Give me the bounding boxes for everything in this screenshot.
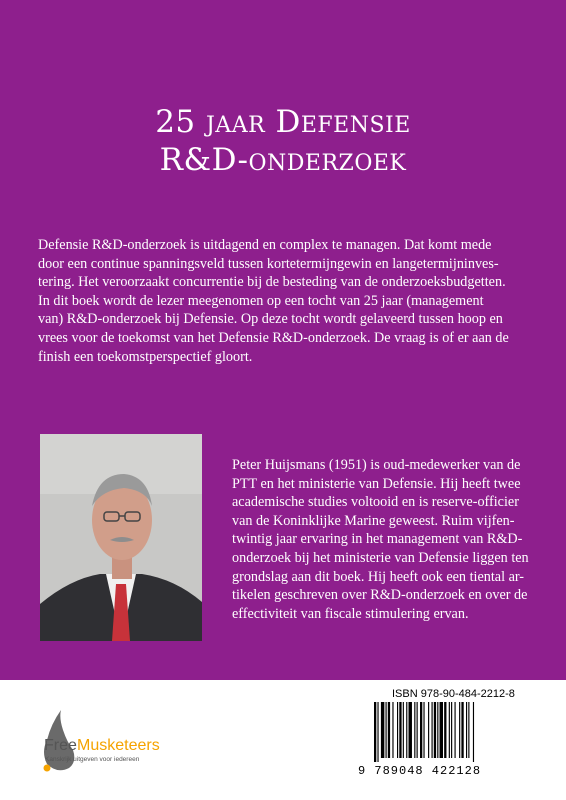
barcode-bar [473, 702, 474, 762]
barcode-bar [434, 702, 436, 758]
bio-line: twintig jaar ervaring in het management van R&D- [232, 531, 523, 548]
bio-line: van de Koninklijke Marine geweest. Ruim vijfen- [232, 512, 515, 529]
isbn-label: ISBN 978-90-484-2212-8 [392, 688, 515, 700]
barcode-bar [466, 702, 467, 758]
barcode-bar [468, 702, 469, 758]
title-line-1: 25 jaar Defensie [155, 104, 411, 140]
barcode-bar [455, 702, 456, 758]
publisher-name-free: Free [44, 737, 77, 754]
intro-line: Defensie R&D-onderzoek is uitdagend en complex te managen. Dat komt mede [38, 237, 492, 253]
barcode-bar [414, 702, 415, 758]
bio-line: tikelen geschreven over R&D-onderzoek en over de [232, 587, 528, 604]
bio-line: grondslag aan dit boek. Hij heeft ook een tiental ar- [232, 568, 525, 585]
barcode-bar [437, 702, 438, 758]
barcode-bar [392, 702, 393, 758]
intro-paragraph [38, 236, 528, 366]
bio-line: effectiviteit van fiscale stimulering ervan. [232, 605, 469, 622]
barcode-bar [381, 702, 384, 758]
barcode-bar [449, 702, 450, 758]
barcode-bar [374, 702, 376, 762]
bio-line: academische studies voltooid en is reserve-officier [232, 494, 519, 511]
intro-line: door een continue spanningsveld tussen kortetermijngewin en langetermijninves- [38, 255, 499, 272]
barcode-bar [444, 702, 446, 758]
barcode-bar [420, 702, 422, 758]
intro-line: finish een toekomstperspectief gloort. [38, 348, 253, 365]
barcode-bar [406, 702, 407, 758]
intro-line: tering. Het veroorzaakt concurrentie bij de besteding van de onderzoeksbudgetten. [38, 274, 506, 291]
barcode-bar [417, 702, 418, 758]
barcode-bar [399, 702, 401, 758]
barcode-bar [461, 702, 463, 758]
barcode-bar [451, 702, 452, 758]
barcode-bar [403, 702, 404, 758]
publisher-name-musketeers: Musketeers [77, 737, 160, 754]
publisher-tagline: Kanskrijk uitgeven voor iedereen [45, 756, 140, 763]
intro-line: vrees voor de toekomst van het Defensie R&D-onderzoek. De vraag is of er aan de [38, 329, 509, 346]
title-line-2: R&D-onderzoek [159, 142, 407, 178]
barcode-bar [397, 702, 398, 758]
intro-line: In dit boek wordt de lezer meegenomen op een tocht van 25 jaar (management [38, 292, 484, 309]
barcode-bar [459, 702, 460, 758]
intro-line: van) R&D-onderzoek bij Defensie. Op deze tocht wordt gelaveerd tussen hoop en [38, 311, 503, 328]
barcode-bar [440, 702, 443, 758]
barcode-bar [388, 702, 390, 758]
barcode [372, 702, 532, 762]
author-photo [40, 434, 202, 641]
author-bio [232, 456, 530, 623]
barcode-bar [432, 702, 433, 758]
barcode-bar [386, 702, 387, 758]
book-title [0, 103, 566, 179]
barcode-digits: 9 789048 422128 [358, 764, 482, 778]
bio-line: PTT en het ministerie van Defensie. Hij heeft twee [232, 475, 521, 492]
barcode-bar [409, 702, 412, 758]
bio-line: onderzoek bij het ministerie van Defensie liggen ten [232, 549, 529, 566]
barcode-bar [377, 702, 378, 762]
bio-line: Peter Huijsmans (1951) is oud-medewerker van de [232, 457, 521, 473]
barcode-bar [428, 702, 429, 758]
barcode-bar [423, 702, 424, 758]
